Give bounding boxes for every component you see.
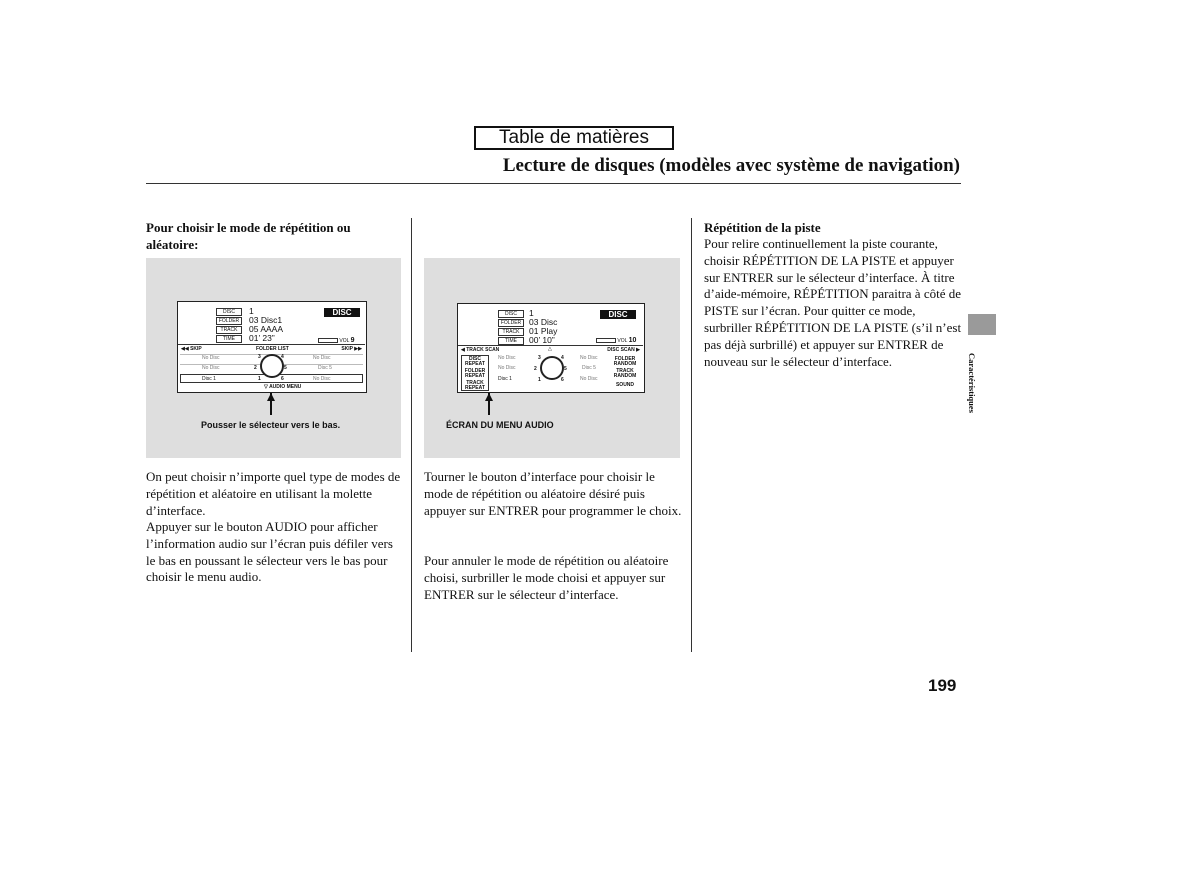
disc-slot: No Disc <box>580 376 598 382</box>
column-divider <box>691 218 692 652</box>
volume-label: VOL <box>339 338 350 344</box>
audio-menu-screen: DISC FOLDER TRACK TIME 1 03 Disc 01 Play 00’ 10” DISC VOL 10 ◀ TRACK SCAN △ DISC SCAN ▶ DISC REPEAT FOLDER REPEAT TRACK REPEAT FOLDER RANDOM TRACK RANDOM SOUND No Disc No Disc No Disc Disc 5 Disc 1 No Disc 3 4 2 5 1 6 <box>457 303 645 393</box>
info-label: TIME <box>216 335 242 343</box>
table-of-contents-button[interactable]: Table de matières <box>474 126 674 150</box>
disc-slot: Disc 5 <box>318 365 332 371</box>
header-rule <box>146 183 961 184</box>
disc-slot: No Disc <box>498 365 516 371</box>
disc-slot-selected: Disc 1 <box>498 376 512 382</box>
volume-bar <box>596 337 636 344</box>
disc-badge: DISC <box>600 310 636 319</box>
disc-slot: Disc 5 <box>582 365 596 371</box>
figure-caption: ÉCRAN DU MENU AUDIO <box>446 420 554 430</box>
info-value: 01 Play <box>529 326 558 336</box>
menu-folder-random[interactable]: FOLDER RANDOM <box>613 356 637 367</box>
paragraph: Pour relire continuellement la piste courante, choisir RÉPÉTITION DE LA PISTE et appuyer sur ENTRER sur le sélecteur d’interface. À titre d’aide-mémoire, RÉPÉTITION paraitra à côté de PISTE sur l’écran. Pour quitter ce mode, surbriller RÉPÉTITION DE LA PISTE (s’il n’est pas déjà surbrillé) et appuyer sur ENTRER de nouveau sur le sélecteur d’interface. <box>704 236 962 369</box>
disc-scan-label: DISC SCAN ▶ <box>607 347 640 353</box>
disc-slot: No Disc <box>313 376 331 382</box>
menu-track-repeat[interactable]: TRACK REPEAT <box>465 380 485 391</box>
info-label: FOLDER <box>216 317 242 325</box>
paragraph: Appuyer sur le bouton AUDIO pour afficher l’information audio sur l’écran puis défiler vers le bas en poussant le sélecteur vers le bas pour choisir le menu audio. <box>146 519 393 585</box>
info-value: 00’ 10” <box>529 335 555 345</box>
info-value: 03 Disc1 <box>249 315 283 325</box>
section-heading: Pour choisir le mode de répétition ou aléatoire: <box>146 220 351 252</box>
disc-slot: No Disc <box>202 365 220 371</box>
paragraph: Tourner le bouton d’interface pour choisir le mode de répétition ou aléatoire désiré puis appuyer sur ENTRER pour programmer le choix. <box>424 469 682 518</box>
paragraph: Pour annuler le mode de répétition ou aléatoire choisi, surbriller le mode choisi et appuyer sur ENTRER sur le sélecteur d’interface. <box>424 553 669 602</box>
audio-menu-label: ▽ AUDIO MENU <box>264 384 302 390</box>
disc-slot: No Disc <box>498 355 516 361</box>
volume-value: 9 <box>350 337 355 344</box>
disc-badge: DISC <box>324 308 360 317</box>
menu-folder-repeat[interactable]: FOLDER REPEAT <box>464 368 486 379</box>
info-value: 03 Disc <box>529 317 558 327</box>
disc-slot: No Disc <box>202 355 220 361</box>
page-title: Lecture de disques (modèles avec système de navigation) <box>502 155 960 176</box>
volume-label: VOL <box>617 338 628 344</box>
column-divider <box>411 218 412 652</box>
menu-sound[interactable]: SOUND <box>615 382 635 388</box>
menu-disc-repeat[interactable]: DISC REPEAT <box>465 356 485 367</box>
figure-push-selector <box>146 258 401 458</box>
menu-track-random[interactable]: TRACK RANDOM <box>613 368 637 379</box>
info-label: DISC <box>498 310 524 318</box>
page-number: 199 <box>928 676 957 695</box>
info-label: TIME <box>498 337 524 345</box>
info-label: DISC <box>216 308 242 316</box>
volume-value: 10 <box>628 337 637 344</box>
track-scan-label: ◀ TRACK SCAN <box>461 347 500 353</box>
paragraph: On peut choisir n’importe quel type de modes de répétition et aléatoire en utilisant la molette d’interface. <box>146 469 401 518</box>
volume-bar <box>318 337 355 344</box>
info-value: 05 AAAA <box>249 324 284 334</box>
info-label: FOLDER <box>498 319 524 327</box>
info-value: 1 <box>529 308 534 318</box>
skip-forward: SKIP ▶▶ <box>341 346 362 352</box>
info-value: 01’ 23” <box>249 333 275 343</box>
disc-slot: No Disc <box>580 355 598 361</box>
info-value: 1 <box>249 306 254 316</box>
info-label: TRACK <box>498 328 524 336</box>
disc-slot-selected: Disc 1 <box>202 376 216 382</box>
disc-slot: No Disc <box>313 355 331 361</box>
figure-caption: Pousser le sélecteur vers le bas. <box>201 420 341 430</box>
skip-back: ◀◀ SKIP <box>181 346 202 352</box>
figure-audio-menu <box>424 258 680 458</box>
section-heading: Répétition de la piste <box>704 220 821 235</box>
folder-list-label: FOLDER LIST <box>256 346 289 352</box>
section-side-label: Caractéristiques <box>967 353 977 413</box>
audio-screen: DISC FOLDER TRACK TIME 1 03 Disc1 05 AAAA 01’ 23” DISC VOL 9 ◀◀ SKIP FOLDER LIST SKIP ▶▶ No Disc No Disc No Disc Disc 5 Disc 1 No Disc 3 4 2 5 1 6 ▽ AUDIO MENU <box>177 301 367 393</box>
info-label: TRACK <box>216 326 242 334</box>
section-tab <box>968 314 996 335</box>
